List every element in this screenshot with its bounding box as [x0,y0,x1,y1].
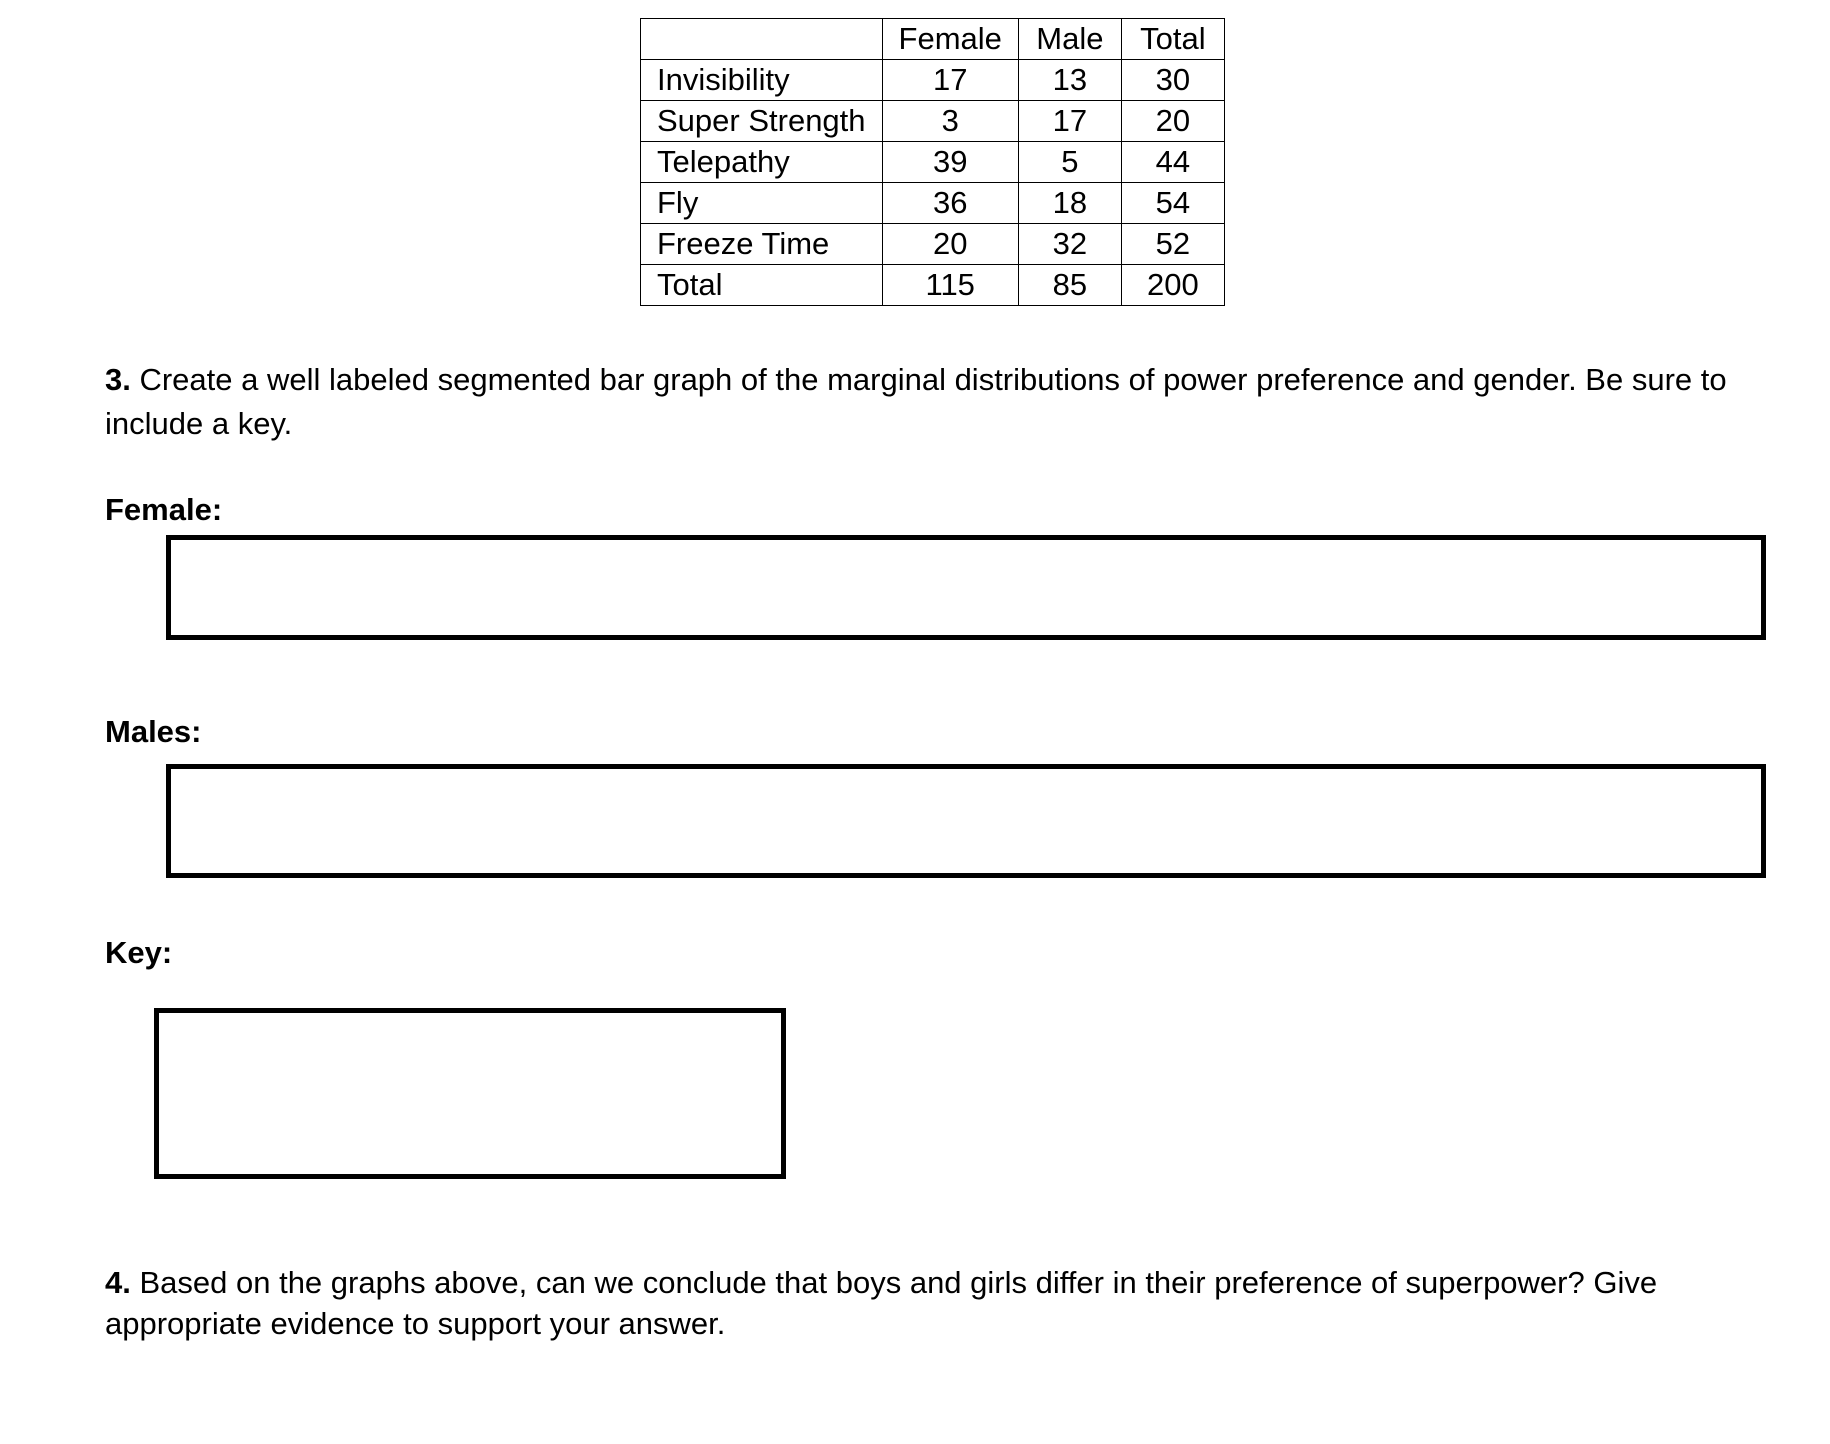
question-3-number: 3. [105,362,131,397]
cell-male: 18 [1018,183,1121,224]
contingency-table [640,18,1225,306]
question-4-number: 4. [105,1265,131,1300]
row-label: Total [641,265,883,306]
cell-total: 200 [1121,265,1224,306]
row-label: Fly [641,183,883,224]
cell-male: 85 [1018,265,1121,306]
table-row [641,224,1225,265]
cell-total: 44 [1121,142,1224,183]
cell-total: 20 [1121,101,1224,142]
question-3-text: Create a well labeled segmented bar graph of the marginal distributions of power preference and gender. Be sure to include a key. [105,362,1727,441]
table-header-row [641,19,1225,60]
cell-female: 17 [882,60,1018,101]
cell-female: 115 [882,265,1018,306]
cell-male: 5 [1018,142,1121,183]
table-header-female: Female [882,19,1018,60]
table-row-total [641,265,1225,306]
row-label: Invisibility [641,60,883,101]
males-answer-box[interactable] [166,764,1766,878]
cell-total: 54 [1121,183,1224,224]
table-row [641,142,1225,183]
question-4-text: Based on the graphs above, can we conclude that boys and girls differ in their preference of superpower? Give appropriate evidence to support your answer. [105,1265,1658,1341]
female-label: Female: [105,492,223,527]
cell-total: 30 [1121,60,1224,101]
cell-male: 13 [1018,60,1121,101]
table-row [641,60,1225,101]
key-label: Key: [105,935,173,970]
question-4 [105,1262,1745,1344]
key-answer-box[interactable] [154,1008,786,1179]
row-label: Telepathy [641,142,883,183]
question-3 [105,358,1745,446]
cell-female: 36 [882,183,1018,224]
cell-female: 3 [882,101,1018,142]
cell-male: 32 [1018,224,1121,265]
males-label: Males: [105,714,202,749]
cell-total: 52 [1121,224,1224,265]
female-answer-box[interactable] [166,535,1766,640]
cell-male: 17 [1018,101,1121,142]
table-header-male: Male [1018,19,1121,60]
row-label: Freeze Time [641,224,883,265]
table-header-total: Total [1121,19,1224,60]
table-row [641,101,1225,142]
table-header-blank [641,19,883,60]
cell-female: 20 [882,224,1018,265]
cell-female: 39 [882,142,1018,183]
row-label: Super Strength [641,101,883,142]
table-row [641,183,1225,224]
